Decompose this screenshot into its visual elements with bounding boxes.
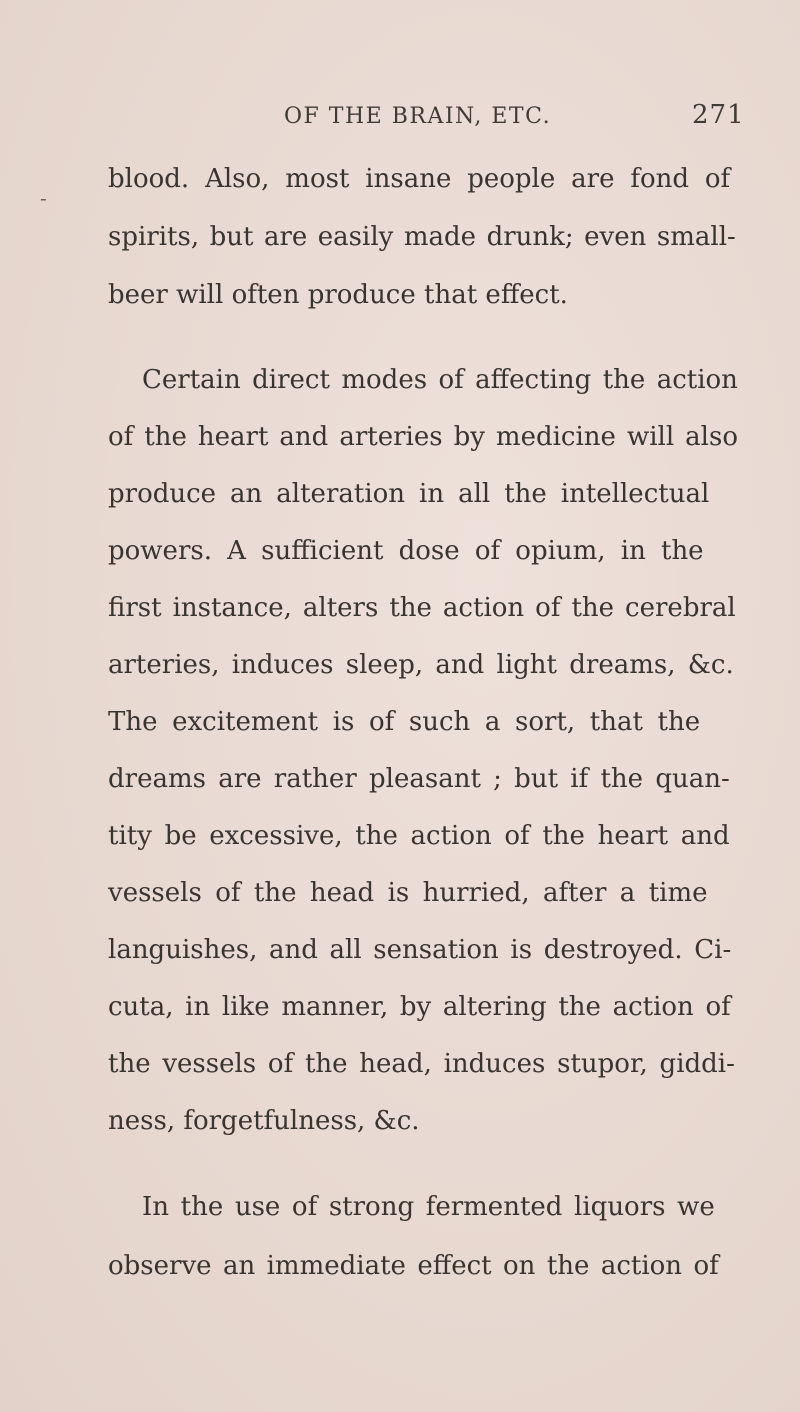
text-line: arteries, induces sleep, and light dreams, &c. [108, 650, 734, 680]
text-line: dreams are rather pleasant ; but if the quan- [108, 764, 730, 794]
text-line: observe an immediate effect on the action of [108, 1251, 719, 1281]
text-line: powers. A sufficient dose of opium, in the [108, 536, 704, 566]
text-line: the vessels of the head, induces stupor, giddi- [108, 1049, 735, 1079]
page-number: 271 [692, 100, 745, 130]
text-line: In the use of strong fermented liquors we [142, 1192, 715, 1222]
text-line: of the heart and arteries by medicine will also [108, 422, 738, 452]
text-line: languishes, and all sensation is destroyed. Ci- [108, 935, 732, 965]
text-line: beer will often produce that effect. [108, 280, 568, 310]
text-line: tity be excessive, the action of the heart and [108, 821, 730, 851]
text-line: produce an alteration in all the intellectual [108, 479, 710, 509]
margin-mark: - [40, 186, 47, 210]
text-line: Certain direct modes of affecting the action [142, 365, 738, 395]
text-line: The excitement is of such a sort, that the [108, 707, 701, 737]
text-line: cuta, in like manner, by altering the action of [108, 992, 731, 1022]
text-line: first instance, alters the action of the cerebral [108, 593, 736, 623]
text-line: vessels of the head is hurried, after a time [108, 878, 708, 908]
text-line: spirits, but are easily made drunk; even small- [108, 222, 736, 252]
running-title: OF THE BRAIN, ETC. [284, 104, 552, 129]
text-line: blood. Also, most insane people are fond of [108, 164, 731, 194]
text-line: ness, forgetfulness, &c. [108, 1106, 420, 1136]
